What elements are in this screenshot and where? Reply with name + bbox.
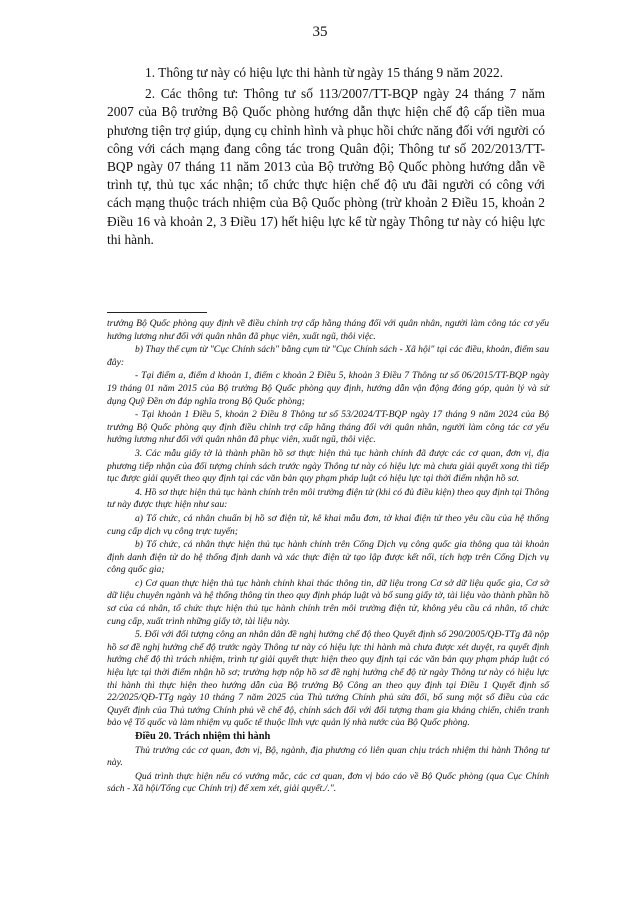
footnote-item-4: 4. Hồ sơ thực hiện thủ tục hành chính trên môi trường điện tử (khi có đủ điều kiện) theo quy định tại Thông tư này được thực hiện như sau:: [107, 486, 549, 511]
footnote-block: [107, 318, 549, 797]
article-20-paragraph-1: Thủ trưởng các cơ quan, đơn vị, Bộ, ngành, địa phương có liên quan chịu trách nhiệm thi hành Thông tư này.: [107, 744, 549, 769]
main-body: [107, 64, 545, 252]
body-paragraph-1: 1. Thông tư này có hiệu lực thi hành từ ngày 15 tháng 9 năm 2022.: [145, 65, 504, 80]
footnote-item-4b: b) Tổ chức, cá nhân thực hiện thủ tục hành chính trên Cổng Dịch vụ công quốc gia thông qua tài khoản định danh điện tử do hệ thống định danh và xác thực điện tử tạo lập được kết nối, tích hợp trên Cổng Dịch vụ công quốc gia;: [107, 539, 549, 576]
footnote-item-dash-2: - Tại khoản 1 Điều 5, khoản 2 Điều 8 Thông tư số 53/2024/TT-BQP ngày 17 tháng 9 năm 2024 của Bộ trưởng Bộ Quốc phòng quy định điều chỉnh trợ cấp hằng tháng đối với quân nhân, người làm công tác cơ yếu hưởng lương như đối với quân nhân đã phục viên, xuất ngũ, thôi việc.: [107, 409, 549, 446]
article-20-paragraph-2: Quá trình thực hiện nếu có vướng mắc, các cơ quan, đơn vị báo cáo về Bộ Quốc phòng (qua Cục Chính sách - Xã hội/Tổng cục Chính trị) để xem xét, giải quyết./.".: [107, 770, 549, 795]
footnote-item-dash-1: - Tại điểm a, điểm d khoản 1, điểm c khoản 2 Điều 5, khoản 3 Điều 7 Thông tư số 06/2015/TT-BQP ngày 19 tháng 01 năm 2015 của Bộ trưởng Bộ Quốc phòng quy định, hướng dẫn vận động đóng góp, quản lý và sử dụng Quỹ Đền ơn đáp nghĩa trong Bộ Quốc phòng;: [107, 370, 549, 407]
footnote-item-4a: a) Tổ chức, cá nhân chuẩn bị hồ sơ điện tử, kê khai mẫu đơn, tờ khai điện tử theo yêu cầu của hệ thống cung cấp dịch vụ công trực tuyến;: [107, 512, 549, 537]
footnote-separator: [107, 312, 207, 313]
footnote-continuation: trưởng Bộ Quốc phòng quy định về điều chỉnh trợ cấp hằng tháng đối với quân nhân, người làm công tác cơ yếu hưởng lương như đối với quân nhân đã phục viên, xuất ngũ, thôi việc.: [107, 318, 549, 342]
footnote-item-3: 3. Các mẫu giấy tờ là thành phần hồ sơ thực hiện thủ tục hành chính đã được các cơ quan, đơn vị, địa phương tiếp nhận của đối tượng chính sách trước ngày Thông tư này có hiệu lực mà chưa giải quyết xong thì tiếp tục được giải quyết theo quy định tại các văn bản quy phạm pháp luật có hiệu lực tại thời điểm nhận hồ sơ.: [107, 447, 549, 485]
footnote-item-4c: c) Cơ quan thực hiện thủ tục hành chính khai thác thông tin, dữ liệu trong Cơ sở dữ liệu quốc gia, Cơ sở dữ liệu chuyên ngành và hệ thống thông tin theo quy định pháp luật và bổ sung giấy tờ, tài liệu vào thành phần hồ sơ của cá nhân, tổ chức thực hiện thủ tục hành chính trên môi trường điện tử, không yêu cầu cá nhân, tổ chức cung cấp, xuất trình những giấy tờ, tài liệu này.: [107, 577, 549, 627]
page-number: 35: [312, 24, 328, 40]
article-20-heading: Điều 20. Trách nhiệm thi hành: [135, 731, 271, 742]
footnote-item-5: 5. Đối với đối tượng công an nhân dân đề nghị hưởng chế độ theo Quyết định số 290/2005/QĐ-TTg đã nộp hồ sơ đề nghị hưởng chế độ trước ngày Thông tư này có hiệu lực thi hành mà chưa được xét duyệt, ra quyết định hưởng chế độ thì trách nhiệm, trình tự giải quyết thực hiện theo quy định tại các văn bản quy phạm pháp luật có hiệu lực tại thời điểm nhận hồ sơ; trường hợp nộp hồ sơ đề nghị hưởng chế độ từ ngày Thông tư này có hiệu lực thi hành thì thực hiện theo hướng dẫn của Bộ trưởng Bộ Công an theo quy định tại Điều 1 Quyết định số 22/2025/QĐ-TTg ngày 10 tháng 7 năm 2025 của Thủ tướng Chính phủ sửa đổi, bổ sung một số điều của các Quyết định của Thủ tướng Chính phủ về chế độ, chính sách đối với đối tượng tham gia kháng chiến, chiến tranh bảo vệ Tổ quốc và làm nhiệm vụ quốc tế thuộc lĩnh vực quản lý nhà nước của Bộ Quốc phòng.: [107, 629, 549, 729]
body-paragraph-2: 2. Các thông tư: Thông tư số 113/2007/TT-BQP ngày 24 tháng 7 năm 2007 của Bộ trưởng Bộ Quốc phòng hướng dẫn thực hiện chế độ cấp tiền mua phương tiện trợ giúp, dụng cụ chỉnh hình và phục hồi chức năng đối với người có công với cách mạng đang công tác trong Quân đội; Thông tư số 202/2013/TT-BQP ngày 07 tháng 11 năm 2013 của Bộ trưởng Bộ Quốc phòng hướng dẫn về trình tự, thủ tục xác nhận; tổ chức thực hiện chế độ ưu đãi người có công với cách mạng thuộc trách nhiệm của Bộ Quốc phòng (trừ khoản 2 Điều 15, khoản 2 Điều 16 và khoản 2, 3 Điều 17) hết hiệu lực kể từ ngày Thông tư này có hiệu lực thi hành.: [107, 86, 545, 247]
footnote-item-b: b) Thay thế cụm từ "Cục Chính sách" bằng cụm từ "Cục Chính sách - Xã hội" tại các điều, khoản, điểm sau đây:: [107, 344, 550, 368]
